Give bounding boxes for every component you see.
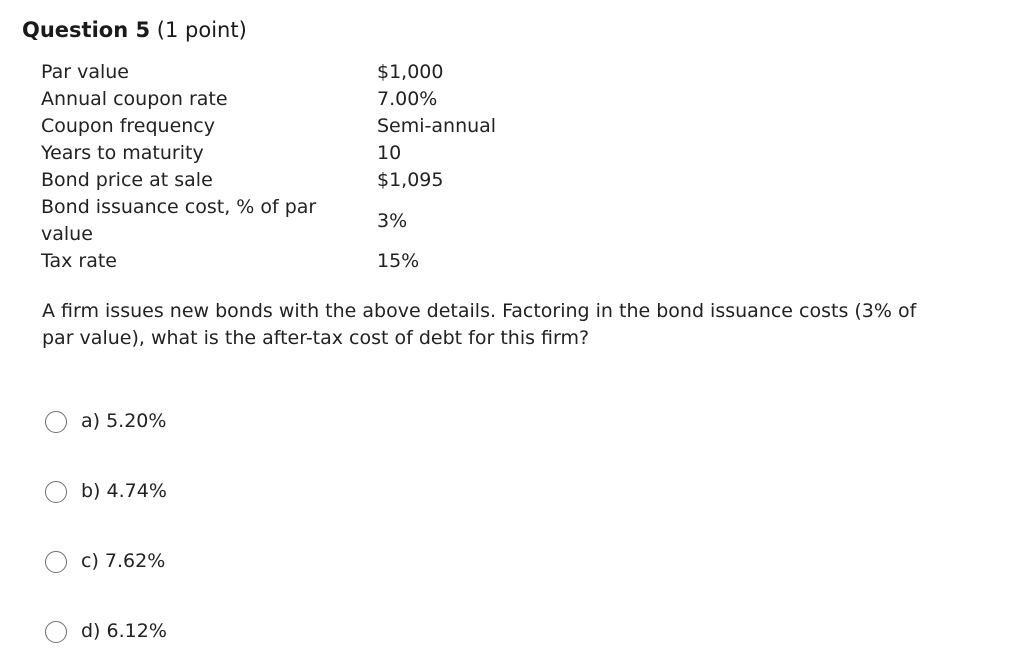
radio-button[interactable] (45, 621, 67, 643)
table-row (41, 86, 496, 113)
detail-label: Tax rate (41, 250, 117, 272)
option-label: b) 4.74% (81, 480, 167, 502)
radio-button[interactable] (45, 411, 67, 433)
detail-label: Bond price at sale (41, 169, 213, 191)
table-row (41, 59, 496, 86)
question-header (22, 16, 247, 44)
question-title: Question 5 (22, 18, 151, 42)
detail-value: 10 (377, 142, 402, 164)
option-label: c) 7.62% (81, 550, 166, 572)
detail-value: 3% (377, 209, 408, 232)
bond-details-table (41, 59, 496, 275)
option-label: a) 5.20% (81, 410, 167, 432)
detail-label: Coupon frequency (41, 115, 215, 137)
detail-label: Years to maturity (41, 142, 204, 164)
table-row (41, 140, 496, 167)
detail-value: Semi-annual (377, 115, 497, 137)
detail-value: 15% (377, 250, 420, 272)
detail-label: Bond issuance cost, % of par value (41, 196, 317, 245)
detail-label: Annual coupon rate (41, 88, 228, 110)
answer-option-b[interactable] (45, 478, 167, 505)
table-row (41, 248, 496, 275)
radio-button[interactable] (45, 551, 67, 573)
table-row (41, 194, 496, 248)
radio-button[interactable] (45, 481, 67, 503)
question-points: (1 point) (156, 18, 247, 42)
answer-option-a[interactable] (45, 408, 166, 435)
question-prompt: A firm issues new bonds with the above details. Factoring in the bond issuance costs (3% of par value), what is the after-tax cost of debt for this firm? (42, 300, 917, 349)
answer-option-c[interactable] (45, 548, 165, 575)
detail-value: $1,095 (377, 169, 444, 191)
detail-value: 7.00% (377, 88, 438, 110)
option-label: d) 6.12% (81, 620, 167, 642)
table-row (41, 113, 496, 140)
detail-value: $1,000 (377, 61, 444, 83)
table-row (41, 167, 496, 194)
answer-option-d[interactable] (45, 618, 167, 645)
detail-label: Par value (41, 61, 129, 83)
